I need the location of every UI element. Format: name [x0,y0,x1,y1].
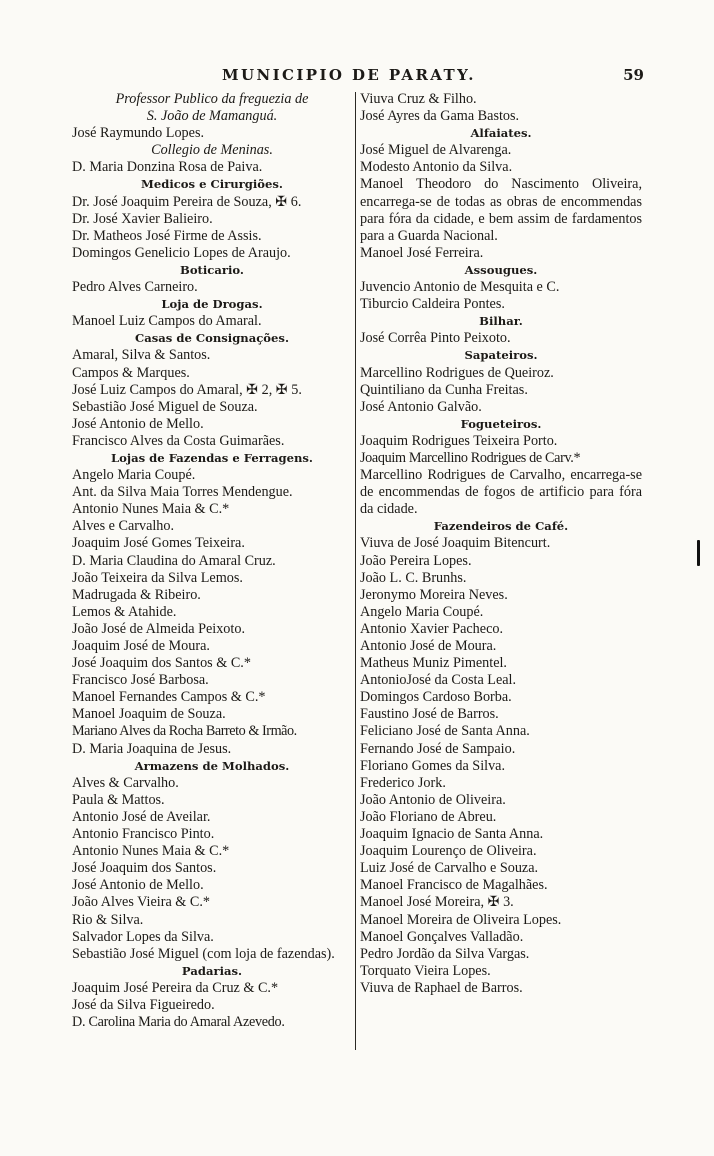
list-item: D. Maria Donzina Rosa de Paiva. [72,159,263,176]
list-item: José Miguel de Alvarenga. [360,142,512,159]
section-heading-molhados: Armazens de Molhados. [134,758,290,773]
list-item: José Antonio de Mello. [72,415,204,432]
list-item: José Antonio Galvão. [360,398,482,415]
list-item-paragraph: Sebastião José Miguel (com loja de fazendas). [72,945,335,962]
list-item: Manoel Francisco de Magalhães. [360,877,548,894]
list-item: Antonio Francisco Pinto. [72,826,215,843]
list-item: Fernando José de Sampaio. [360,740,516,757]
list-item: Floriano Gomes da Silva. [360,757,506,774]
section-heading-fogueteiros: Fogueteiros. [460,416,542,431]
list-item: João Floriano de Abreu. [360,808,497,825]
list-item: Manoel José Moreira, ✠ 3. [360,894,514,911]
list-item: Amaral, Silva & Santos. [72,347,211,364]
section-heading-consignacoes: Casas de Consignações. [135,331,289,346]
list-item: Viuva de José Joaquim Bitencurt. [360,535,551,552]
list-item: Sebastião José Miguel de Souza. [72,398,258,415]
section-heading-assougues: Assougues. [464,262,538,277]
list-item: José Antonio de Mello. [72,877,204,894]
list-item: Domingos Genelicio Lopes de Araujo. [72,244,291,261]
heading-line: S. João de Mamanguá. [146,108,278,125]
left-column [72,91,352,1031]
list-item: José da Silva Figueiredo. [72,996,215,1013]
section-heading-fazendas: Lojas de Fazendas e Ferragens. [111,450,313,465]
list-item: Feliciano José de Santa Anna. [360,723,530,740]
list-item: José Corrêa Pinto Peixoto. [360,330,511,347]
section-heading-boticario: Boticario. [180,262,244,277]
list-item: D. Maria Joaquina de Jesus. [72,740,232,757]
list-item: Dr. Matheos José Firme de Assis. [72,227,262,244]
list-item: Torquato Vieira Lopes. [360,962,491,979]
list-item: Antonio José de Moura. [360,638,497,654]
list-item: Luiz José de Carvalho e Souza. [360,860,539,877]
section-heading-bilhar: Bilhar. [479,314,523,329]
page-title: MUNICIPIO DE PARATY. [222,66,476,84]
page-number: 59 [623,66,644,84]
list-item: Rio & Silva. [72,911,144,928]
list-item: Manoel Gonçalves Valladão. [360,928,524,945]
list-item-paragraph: Manoel Theodoro do Nascimento Oliveira, encarrega-se de todas as obras de encommendas para fóra da cidade, e bem assim de fardamentos para a Guarda Nacional. [360,176,642,244]
section-heading-drogas: Loja de Drogas. [161,297,263,312]
list-item: João Antonio de Oliveira. [360,791,506,808]
list-item: José Luiz Campos do Amaral, ✠ 2, ✠ 5. [72,381,302,398]
list-item: Marcellino Rodrigues de Queiroz. [360,364,554,381]
list-item: Quintiliano da Cunha Freitas. [360,381,528,398]
list-item: Jeronymo Moreira Neves. [360,586,508,603]
list-item: Viuva Cruz & Filho. [360,91,477,107]
list-item: Domingos Cardoso Borba. [360,689,512,706]
list-item: Joaquim Marcellino Rodrigues de Carv.* [360,449,581,466]
list-item: Francisco Alves da Costa Guimarães. [72,432,285,449]
list-item: Faustino José de Barros. [360,706,499,723]
list-item: Madrugada & Ribeiro. [72,586,201,603]
list-item: Juvencio Antonio de Mesquita e C. [360,279,560,296]
list-item: Matheus Muniz Pimentel. [360,655,507,672]
list-item: João L. C. Brunhs. [360,569,467,586]
list-item: Campos & Marques. [72,364,190,381]
list-item: Joaquim José Pereira da Cruz & C.* [72,979,279,996]
list-item: Paula & Mattos. [72,791,165,808]
section-heading-alfaiates: Alfaiates. [470,126,532,141]
list-item: José Joaquim dos Santos & C.* [72,655,251,672]
list-item-paragraph: Marcellino Rodrigues de Carvalho, encarrega-se de encommendas de fogos de artificio para fóra da cidade. [360,467,642,518]
list-item: Frederico Jork. [360,774,446,791]
heading-line: Professor Publico da freguezia de [115,91,309,107]
list-item: Manoel Joaquim de Souza. [72,706,226,723]
list-item: Antonio Nunes Maia & C.* [72,843,230,860]
list-item: Manoel Luiz Campos do Amaral. [72,313,262,330]
section-heading-collegio: Collegio de Meninas. [151,142,273,159]
list-item: João Pereira Lopes. [360,552,472,569]
list-item: Angelo Maria Coupé. [72,467,196,484]
list-item: Salvador Lopes da Silva. [72,928,214,945]
section-heading-cafe: Fazendeiros de Café. [433,519,569,534]
list-item: José Raymundo Lopes. [72,125,205,142]
list-item: Pedro Jordão da Silva Vargas. [360,945,530,962]
list-item: D. Maria Claudina do Amaral Cruz. [72,552,276,569]
list-item: Joaquim José Gomes Teixeira. [72,535,245,552]
list-item: João Alves Vieira & C.* [72,894,210,911]
list-item: Joaquim Ignacio de Santa Anna. [360,826,544,843]
list-item: Angelo Maria Coupé. [360,603,484,620]
list-item: Alves e Carvalho. [72,518,175,535]
column-divider [355,92,356,1050]
list-item: Mariano Alves da Rocha Barreto & Irmão. [72,723,297,740]
list-item: Ant. da Silva Maia Torres Mendengue. [72,484,293,501]
list-item: Viuva de Raphael de Barros. [360,979,523,996]
list-item: Joaquim Rodrigues Teixeira Porto. [360,432,558,449]
list-item: Dr. José Joaquim Pereira de Souza, ✠ 6. [72,193,302,210]
list-item: Antonio Xavier Pacheco. [360,620,504,637]
list-item: Manoel Fernandes Campos & C.* [72,689,266,706]
list-item: Pedro Alves Carneiro. [72,279,198,296]
list-item: João José de Almeida Peixoto. [72,620,245,637]
list-item: Alves & Carvalho. [72,774,179,791]
section-heading-sapateiros: Sapateiros. [464,348,538,363]
list-item: Joaquim Lourenço de Oliveira. [360,843,537,860]
list-item: Antonio José de Aveilar. [72,808,211,825]
list-item: Manoel José Ferreira. [360,244,484,261]
list-item: AntonioJosé da Costa Leal. [360,672,517,689]
list-item: José Joaquim dos Santos. [72,860,217,877]
list-item: José Ayres da Gama Bastos. [360,108,520,125]
section-heading-padarias: Padarias. [181,963,243,978]
list-item: Francisco José Barbosa. [72,672,209,689]
margin-ink-mark [697,540,700,566]
section-heading-medicos: Medicos e Cirurgiões. [141,177,283,192]
list-item: João Teixeira da Silva Lemos. [72,569,243,586]
section-heading-professor [72,91,352,125]
list-item: Manoel Moreira de Oliveira Lopes. [360,911,562,928]
right-column [360,91,642,997]
list-item: Dr. José Xavier Balieiro. [72,210,213,227]
list-item: Lemos & Atahide. [72,603,177,620]
running-header [72,66,644,88]
list-item: D. Carolina Maria do Amaral Azevedo. [72,1014,285,1031]
list-item: Antonio Nunes Maia & C.* [72,501,230,518]
list-item: Joaquim José de Moura. [72,638,210,654]
list-item: Modesto Antonio da Silva. [360,159,513,176]
list-item: Tiburcio Caldeira Pontes. [360,296,505,313]
